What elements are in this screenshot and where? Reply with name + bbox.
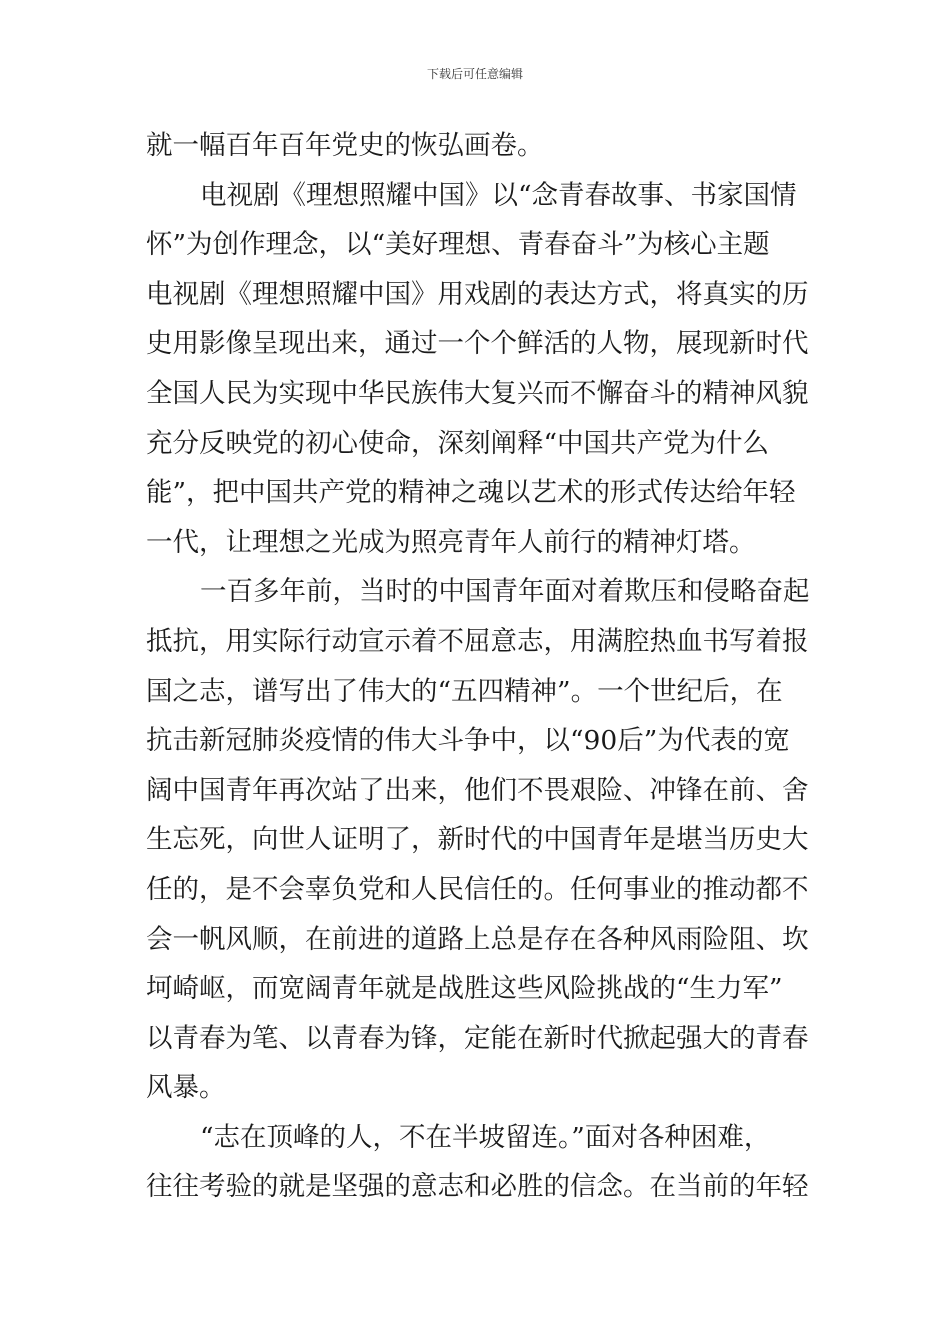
text-line: 坷崎岖，而宽阔青年就是战胜这些风险挑战的“生力军” (146, 973, 783, 1005)
text-line: 阔中国青年再次站了出来，他们不畏艰险、冲锋在前、舍 (146, 774, 809, 806)
text-line: 怀”为创作理念，以“美好理想、青春奋斗”为核心主题 (146, 229, 770, 261)
text-line: 抵抗，用实际行动宣示着不屈意志，用满腔热血书写着报 (146, 625, 809, 657)
text-line: 生忘死，向世人证明了，新时代的中国青年是堪当历史大 (146, 824, 809, 856)
text-line: 国之志，谱写出了伟大的“五四精神”。一个世纪后，在 (146, 675, 783, 707)
document-body (146, 121, 816, 1212)
text-line: 史用影像呈现出来，通过一个个鲜活的人物，展现新时代 (146, 328, 809, 360)
text-line: 一代，让理想之光成为照亮青年人前行的精神灯塔。 (146, 526, 756, 558)
text-line: 能”，把中国共产党的精神之魂以艺术的形式传达给年轻 (146, 477, 796, 509)
text-line: 充分反映党的初心使命，深刻阐释“中国共产党为什么 (146, 427, 770, 459)
text-line: 全国人民为实现中华民族伟大复兴而不懈奋斗的精神风貌 (146, 377, 809, 409)
paragraph-start-line: 一百多年前，当时的中国青年面对着欺压和侵略奋起 (200, 576, 810, 608)
text-line: 就一幅百年百年党史的恢弘画卷。 (146, 130, 544, 161)
page-header: 下载后可任意编辑 (426, 67, 523, 81)
paragraph-start-line: “志在顶峰的人，不在半坡留连。”面对各种困难， (200, 1121, 771, 1153)
paragraph-start-line: 电视剧《理想照耀中国》以“念青春故事、书家国情 (200, 179, 797, 211)
text-line: 会一帆风顺，在前进的道路上总是存在各种风雨险阻、坎 (146, 923, 809, 955)
text-line: 电视剧《理想照耀中国》用戏剧的表达方式，将真实的历 (146, 278, 809, 310)
text-line: 任的，是不会辜负党和人民信任的。任何事业的推动都不 (146, 873, 809, 905)
text-line: 以青春为笔、以青春为锋，定能在新时代掀起强大的青春 (146, 1022, 809, 1054)
text-line: 往往考验的就是坚强的意志和必胜的信念。在当前的年轻 (146, 1171, 809, 1203)
text-line: 抗击新冠肺炎疫情的伟大斗争中，以“90后”为代表的宽 (146, 725, 790, 757)
text-line: 风暴。 (146, 1072, 226, 1104)
